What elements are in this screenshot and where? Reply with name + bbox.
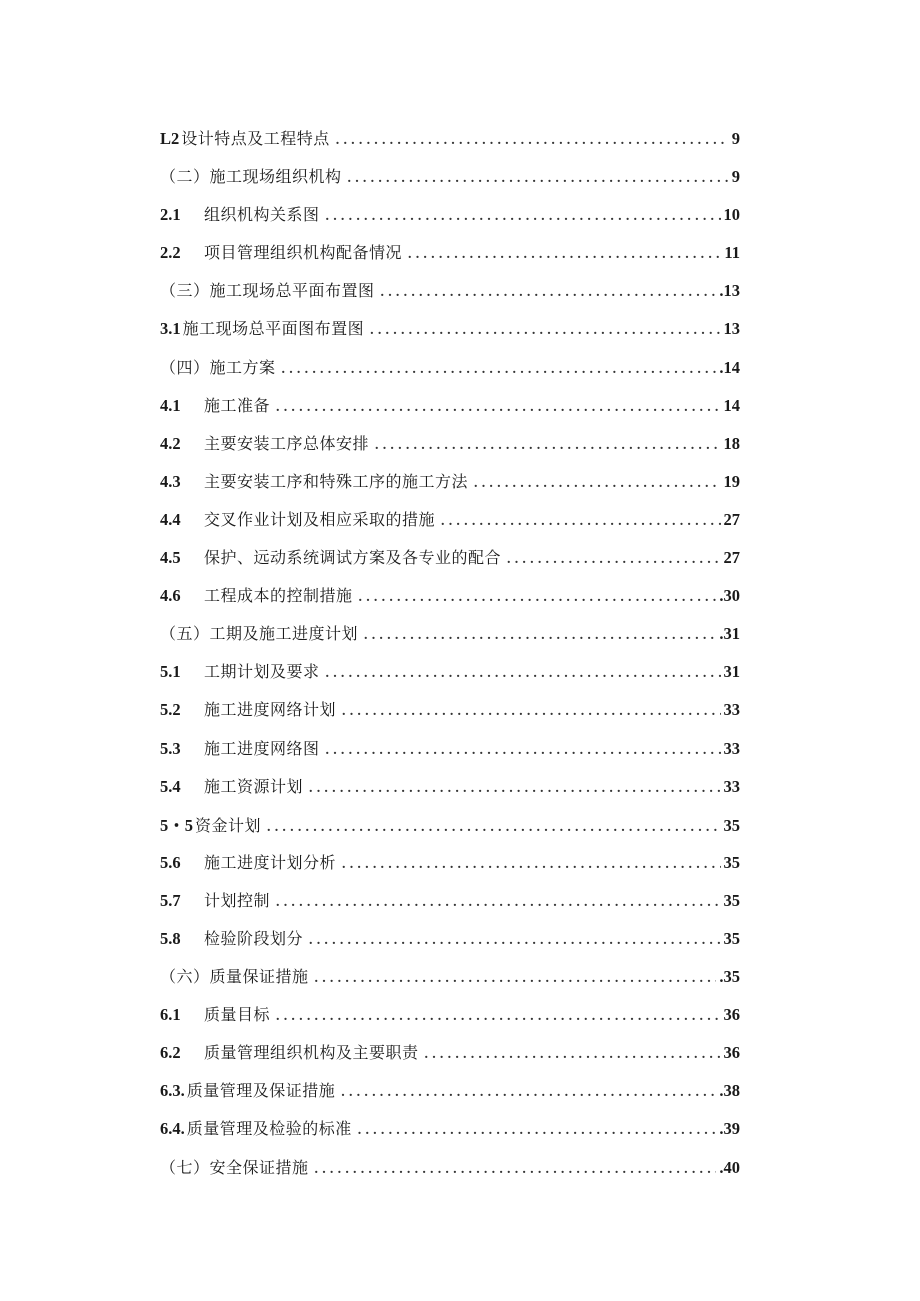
toc-entry-title: （五）工期及施工进度计划 bbox=[160, 624, 359, 644]
toc-entry-title: 质量目标 bbox=[204, 1005, 271, 1025]
toc-dot-leader bbox=[507, 552, 720, 568]
toc-entry-page-number: 9 bbox=[731, 167, 740, 187]
toc-entry-title: （二）施工现场组织机构 bbox=[160, 167, 342, 187]
toc-entry-page-number: .40 bbox=[719, 1157, 740, 1177]
toc-entry-title: 施工进度网络图 bbox=[204, 738, 320, 758]
toc-entry[interactable] bbox=[160, 697, 740, 735]
toc-entry-number: L2 bbox=[160, 129, 180, 148]
toc-dot-leader bbox=[341, 1085, 716, 1101]
toc-entry[interactable] bbox=[160, 1040, 740, 1078]
toc-entry-page-number: .30 bbox=[719, 586, 740, 606]
toc-entry[interactable] bbox=[160, 393, 740, 431]
toc-dot-leader bbox=[370, 323, 720, 339]
toc-entry-title: 质量管理组织机构及主要职责 bbox=[204, 1043, 419, 1063]
toc-entry-number: 6.1 bbox=[160, 1005, 181, 1025]
toc-entry-title: （六）质量保证措施 bbox=[160, 967, 309, 987]
toc-dot-leader bbox=[326, 743, 721, 759]
toc-entry[interactable] bbox=[160, 1002, 740, 1040]
toc-entry[interactable] bbox=[160, 850, 740, 888]
toc-entry-title: 主要安装工序和特殊工序的施工方法 bbox=[204, 471, 469, 491]
toc-entry-title: 交叉作业计划及相应采取的措施 bbox=[204, 509, 436, 529]
toc-entry-page-number: 36 bbox=[723, 1005, 740, 1025]
toc-dot-leader bbox=[441, 514, 720, 530]
toc-entry-title: 保护、远动系统调试方案及各专业的配合 bbox=[204, 548, 502, 568]
toc-entry[interactable] bbox=[160, 469, 740, 507]
toc-dot-leader bbox=[309, 781, 720, 797]
toc-entry[interactable] bbox=[160, 316, 740, 354]
toc-entry-page-number: 14 bbox=[723, 395, 740, 415]
toc-entry-page-number: .39 bbox=[719, 1119, 740, 1139]
toc-entry[interactable] bbox=[160, 355, 740, 393]
toc-entry-title: 质量管理及检验的标准 bbox=[186, 1119, 352, 1139]
toc-entry-page-number: 33 bbox=[723, 776, 740, 796]
toc-entry-page-number: 35 bbox=[723, 852, 740, 872]
toc-entry-number: 3.1 bbox=[160, 319, 181, 339]
toc-dot-leader bbox=[359, 590, 717, 606]
toc-entry-number: 5.7 bbox=[160, 890, 181, 910]
toc-entry-title: 检验阶段划分 bbox=[204, 928, 304, 948]
toc-dot-leader bbox=[276, 400, 720, 416]
toc-entry-page-number: 27 bbox=[723, 548, 740, 568]
toc-entry-page-number: .13 bbox=[719, 281, 740, 301]
toc-entry[interactable] bbox=[160, 659, 740, 697]
toc-dot-leader bbox=[282, 362, 717, 378]
toc-entry-number: 4.2 bbox=[160, 433, 181, 453]
toc-entry-title: 项目管理组织机构配备情况 bbox=[204, 243, 403, 263]
toc-dot-leader bbox=[364, 628, 716, 644]
toc-entry-title: 工程成本的控制措施 bbox=[204, 586, 353, 606]
toc-entry-title: （四）施工方案 bbox=[160, 357, 276, 377]
toc-entry-number: 5.6 bbox=[160, 852, 181, 872]
toc-entry-number: 6.4. bbox=[160, 1119, 185, 1139]
toc-entry-number: 4.1 bbox=[160, 395, 181, 415]
toc-entry[interactable] bbox=[160, 736, 740, 774]
toc-dot-leader bbox=[375, 438, 720, 454]
toc-entry-page-number: 31 bbox=[723, 662, 740, 682]
toc-entry-page-number: 18 bbox=[723, 433, 740, 453]
toc-entry-title: 主要安装工序总体安排 bbox=[204, 433, 370, 453]
toc-entry-page-number: 10 bbox=[723, 205, 740, 225]
toc-entry[interactable] bbox=[160, 545, 740, 583]
toc-entry-number: 5・5 bbox=[160, 815, 193, 835]
toc-entry-title: 施工进度网络计划 bbox=[204, 700, 337, 720]
toc-entry[interactable] bbox=[160, 240, 740, 278]
toc-entry-number: 2.2 bbox=[160, 243, 181, 263]
toc-entry-page-number: .14 bbox=[719, 357, 740, 377]
toc-entry-number: 5.4 bbox=[160, 776, 181, 796]
toc-entry-page-number: 35 bbox=[723, 890, 740, 910]
toc-entry-number: 6.2 bbox=[160, 1043, 181, 1063]
table-of-contents bbox=[160, 126, 740, 1193]
toc-entry-title: （七）安全保证措施 bbox=[160, 1157, 309, 1177]
toc-entry-page-number: 11 bbox=[724, 243, 740, 263]
toc-dot-leader bbox=[342, 704, 720, 720]
toc-entry[interactable] bbox=[160, 774, 740, 812]
toc-entry-number: 4.3 bbox=[160, 471, 181, 491]
toc-dot-leader bbox=[336, 133, 729, 149]
toc-entry-title: 组织机构关系图 bbox=[204, 205, 320, 225]
toc-entry-number: 4.6 bbox=[160, 586, 181, 606]
toc-entry-page-number: 33 bbox=[723, 738, 740, 758]
toc-entry[interactable] bbox=[160, 507, 740, 545]
toc-dot-leader bbox=[276, 895, 720, 911]
toc-entry[interactable] bbox=[160, 164, 740, 202]
toc-entry[interactable] bbox=[160, 1116, 740, 1154]
toc-entry-number: 5.3 bbox=[160, 738, 181, 758]
toc-dot-leader bbox=[381, 285, 717, 301]
toc-dot-leader bbox=[315, 971, 717, 987]
toc-entry-page-number: 9 bbox=[731, 129, 740, 148]
toc-entry-page-number: 35 bbox=[723, 928, 740, 948]
toc-dot-leader bbox=[342, 857, 720, 873]
toc-entry-page-number: 35 bbox=[723, 815, 740, 835]
toc-dot-leader bbox=[348, 171, 729, 187]
toc-entry-number: 5.1 bbox=[160, 662, 181, 682]
toc-dot-leader bbox=[315, 1162, 717, 1178]
toc-entry[interactable] bbox=[160, 202, 740, 240]
toc-entry[interactable] bbox=[160, 888, 740, 926]
toc-entry-title: 工期计划及要求 bbox=[204, 662, 320, 682]
toc-entry[interactable] bbox=[160, 278, 740, 316]
toc-entry-title: （三）施工现场总平面布置图 bbox=[160, 281, 375, 301]
toc-entry[interactable] bbox=[160, 583, 740, 621]
toc-dot-leader bbox=[276, 1009, 720, 1025]
toc-dot-leader bbox=[326, 666, 721, 682]
toc-entry-page-number: 33 bbox=[723, 700, 740, 720]
toc-dot-leader bbox=[474, 476, 720, 492]
toc-entry-title: 计划控制 bbox=[204, 890, 271, 910]
toc-entry[interactable] bbox=[160, 926, 740, 964]
toc-entry-page-number: .38 bbox=[719, 1081, 740, 1101]
toc-entry[interactable] bbox=[160, 126, 740, 164]
toc-entry-number: 4.5 bbox=[160, 548, 181, 568]
toc-entry-title: 资金计划 bbox=[195, 815, 262, 835]
toc-entry[interactable] bbox=[160, 1155, 740, 1193]
toc-entry-number: 4.4 bbox=[160, 509, 181, 529]
toc-entry-page-number: 19 bbox=[723, 471, 740, 491]
toc-entry-page-number: .35 bbox=[719, 967, 740, 987]
toc-entry-title: 施工资源计划 bbox=[204, 776, 304, 796]
toc-entry[interactable] bbox=[160, 431, 740, 469]
toc-dot-leader bbox=[358, 1123, 717, 1139]
toc-entry-title: 施工进度计划分析 bbox=[204, 852, 337, 872]
toc-entry[interactable] bbox=[160, 1078, 740, 1116]
toc-dot-leader bbox=[267, 820, 720, 836]
toc-dot-leader bbox=[326, 209, 721, 225]
toc-entry-page-number: 36 bbox=[723, 1043, 740, 1063]
toc-entry-number: 5.8 bbox=[160, 928, 181, 948]
toc-entry-number: 5.2 bbox=[160, 700, 181, 720]
toc-entry[interactable] bbox=[160, 964, 740, 1002]
toc-dot-leader bbox=[408, 247, 721, 263]
toc-entry-title: 设计特点及工程特点 bbox=[181, 129, 330, 148]
toc-entry-number: 2.1 bbox=[160, 205, 181, 225]
toc-entry-page-number: .31 bbox=[719, 624, 740, 644]
toc-entry[interactable] bbox=[160, 621, 740, 659]
toc-entry[interactable] bbox=[160, 812, 740, 850]
toc-entry-page-number: 13 bbox=[723, 319, 740, 339]
toc-dot-leader bbox=[425, 1047, 721, 1063]
toc-dot-leader bbox=[309, 933, 720, 949]
toc-entry-title: 质量管理及保证措施 bbox=[186, 1081, 336, 1101]
toc-entry-title: 施工现场总平面图布置图 bbox=[182, 319, 365, 339]
toc-entry-number: 6.3. bbox=[160, 1081, 185, 1101]
toc-entry-title: 施工准备 bbox=[204, 395, 271, 415]
toc-entry-page-number: 27 bbox=[723, 509, 740, 529]
